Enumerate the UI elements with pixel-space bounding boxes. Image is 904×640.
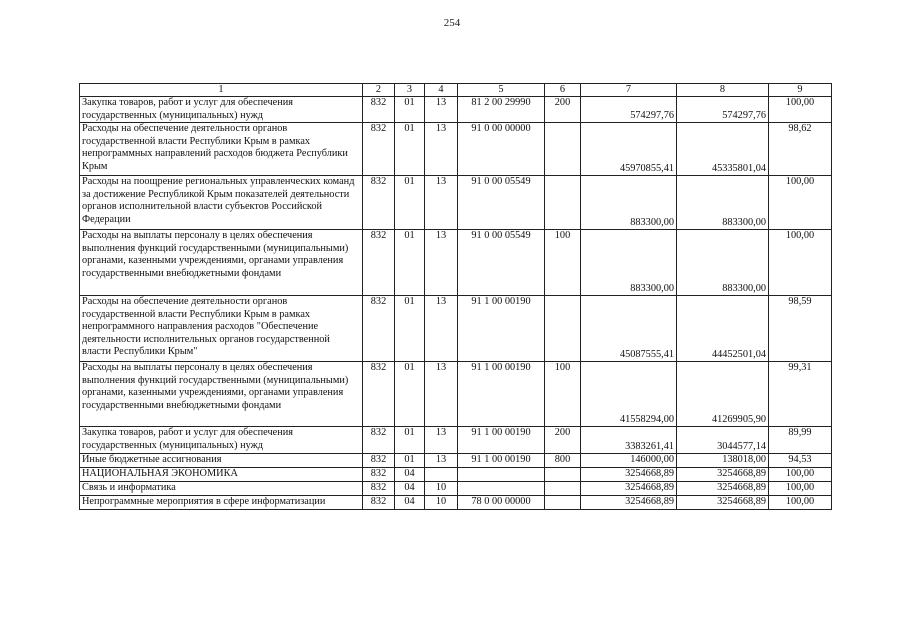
header-cell-1: 1 xyxy=(80,84,363,97)
subsection-code: 13 xyxy=(425,454,458,468)
section-code: 04 xyxy=(395,495,425,509)
expense-type xyxy=(545,495,581,509)
ministry-code: 832 xyxy=(363,467,395,481)
planned-amount: 146000,00 xyxy=(581,454,677,468)
execution-percent: 100,00 xyxy=(769,97,832,123)
header-cell-6: 6 xyxy=(545,84,581,97)
table-row xyxy=(80,97,832,123)
table-row xyxy=(80,296,832,362)
planned-amount: 3254668,89 xyxy=(581,467,677,481)
execution-percent: 100,00 xyxy=(769,495,832,509)
execution-percent: 100,00 xyxy=(769,467,832,481)
section-code: 01 xyxy=(395,230,425,296)
subsection-code: 13 xyxy=(425,230,458,296)
expense-name: Иные бюджетные ассигнования xyxy=(80,454,363,468)
execution-percent: 98,62 xyxy=(769,123,832,176)
subsection-code: 13 xyxy=(425,427,458,454)
header-cell-4: 4 xyxy=(425,84,458,97)
table-row xyxy=(80,427,832,454)
table-row xyxy=(80,176,832,230)
table-row xyxy=(80,362,832,427)
expense-name: Расходы на обеспечение деятельности органов государственной власти Республики Крым в рамках непрограммных направлений расходов бюджета Республики Крым xyxy=(80,123,363,176)
section-code: 01 xyxy=(395,362,425,427)
expense-name: НАЦИОНАЛЬНАЯ ЭКОНОМИКА xyxy=(80,467,363,481)
section-code: 01 xyxy=(395,97,425,123)
planned-amount: 3383261,41 xyxy=(581,427,677,454)
target-article xyxy=(458,467,545,481)
expense-type xyxy=(545,123,581,176)
execution-percent: 99,31 xyxy=(769,362,832,427)
ministry-code: 832 xyxy=(363,97,395,123)
ministry-code: 832 xyxy=(363,123,395,176)
subsection-code: 13 xyxy=(425,176,458,230)
executed-amount: 3254668,89 xyxy=(677,467,769,481)
expense-name: Закупка товаров, работ и услуг для обеспечения государственных (муниципальных) нужд xyxy=(80,97,363,123)
target-article: 91 1 00 00190 xyxy=(458,427,545,454)
execution-percent: 100,00 xyxy=(769,176,832,230)
executed-amount: 41269905,90 xyxy=(677,362,769,427)
table-row xyxy=(80,123,832,176)
executed-amount: 3254668,89 xyxy=(677,495,769,509)
table-row xyxy=(80,495,832,509)
section-code: 04 xyxy=(395,481,425,495)
subsection-code: 10 xyxy=(425,495,458,509)
target-article: 81 2 00 29990 xyxy=(458,97,545,123)
target-article: 91 1 00 00190 xyxy=(458,296,545,362)
executed-amount: 44452501,04 xyxy=(677,296,769,362)
executed-amount: 3044577,14 xyxy=(677,427,769,454)
execution-percent: 98,59 xyxy=(769,296,832,362)
subsection-code: 13 xyxy=(425,362,458,427)
section-code: 01 xyxy=(395,123,425,176)
subsection-code: 13 xyxy=(425,123,458,176)
expense-name: Расходы на поощрение региональных управленческих команд за достижение Республикой Крым показателей деятельности органов исполнительной власти субъектов Российской Федерации xyxy=(80,176,363,230)
planned-amount: 45970855,41 xyxy=(581,123,677,176)
expense-type xyxy=(545,296,581,362)
ministry-code: 832 xyxy=(363,454,395,468)
target-article: 91 1 00 00190 xyxy=(458,362,545,427)
ministry-code: 832 xyxy=(363,176,395,230)
section-code: 01 xyxy=(395,176,425,230)
executed-amount: 574297,76 xyxy=(677,97,769,123)
expense-name: Расходы на обеспечение деятельности органов государственной власти Республики Крым в рамках непрограммного направления расходов "Обеспечение деятельности исполнительных органов государственной власти Республики Крым" xyxy=(80,296,363,362)
planned-amount: 45087555,41 xyxy=(581,296,677,362)
table-header-row xyxy=(80,84,832,97)
section-code: 01 xyxy=(395,427,425,454)
header-cell-7: 7 xyxy=(581,84,677,97)
section-code: 04 xyxy=(395,467,425,481)
executed-amount: 45335801,04 xyxy=(677,123,769,176)
budget-table xyxy=(79,83,832,510)
target-article: 78 0 00 00000 xyxy=(458,495,545,509)
expense-type xyxy=(545,176,581,230)
ministry-code: 832 xyxy=(363,481,395,495)
section-code: 01 xyxy=(395,454,425,468)
expense-type: 100 xyxy=(545,230,581,296)
execution-percent: 89,99 xyxy=(769,427,832,454)
header-cell-5: 5 xyxy=(458,84,545,97)
subsection-code: 10 xyxy=(425,481,458,495)
target-article xyxy=(458,481,545,495)
table-row xyxy=(80,481,832,495)
ministry-code: 832 xyxy=(363,427,395,454)
header-cell-9: 9 xyxy=(769,84,832,97)
planned-amount: 3254668,89 xyxy=(581,495,677,509)
expense-name: Закупка товаров, работ и услуг для обеспечения государственных (муниципальных) нужд xyxy=(80,427,363,454)
table-row xyxy=(80,467,832,481)
executed-amount: 138018,00 xyxy=(677,454,769,468)
target-article: 91 0 00 00000 xyxy=(458,123,545,176)
planned-amount: 41558294,00 xyxy=(581,362,677,427)
expense-name: Расходы на выплаты персоналу в целях обеспечения выполнения функций государственными (муниципальными) органами, казенными учреждениями, органами управления государственными внебюджетными фондами xyxy=(80,362,363,427)
expense-name: Связь и информатика xyxy=(80,481,363,495)
expense-type: 200 xyxy=(545,97,581,123)
expense-type: 800 xyxy=(545,454,581,468)
header-cell-8: 8 xyxy=(677,84,769,97)
table-row xyxy=(80,454,832,468)
execution-percent: 100,00 xyxy=(769,230,832,296)
header-cell-3: 3 xyxy=(395,84,425,97)
planned-amount: 574297,76 xyxy=(581,97,677,123)
executed-amount: 883300,00 xyxy=(677,230,769,296)
subsection-code: 13 xyxy=(425,97,458,123)
ministry-code: 832 xyxy=(363,230,395,296)
expense-type: 100 xyxy=(545,362,581,427)
expense-name: Расходы на выплаты персоналу в целях обеспечения выполнения функций государственными (муниципальными) органами, казенными учреждениями, органами управления государственными внебюджетными фондами xyxy=(80,230,363,296)
planned-amount: 3254668,89 xyxy=(581,481,677,495)
expense-type xyxy=(545,467,581,481)
executed-amount: 3254668,89 xyxy=(677,481,769,495)
planned-amount: 883300,00 xyxy=(581,176,677,230)
execution-percent: 94,53 xyxy=(769,454,832,468)
expense-type xyxy=(545,481,581,495)
ministry-code: 832 xyxy=(363,296,395,362)
ministry-code: 832 xyxy=(363,495,395,509)
target-article: 91 0 00 05549 xyxy=(458,230,545,296)
subsection-code xyxy=(425,467,458,481)
table-row xyxy=(80,230,832,296)
planned-amount: 883300,00 xyxy=(581,230,677,296)
section-code: 01 xyxy=(395,296,425,362)
subsection-code: 13 xyxy=(425,296,458,362)
header-cell-2: 2 xyxy=(363,84,395,97)
page-number: 254 xyxy=(443,17,461,29)
ministry-code: 832 xyxy=(363,362,395,427)
expense-name: Непрограммные мероприятия в сфере информатизации xyxy=(80,495,363,509)
execution-percent: 100,00 xyxy=(769,481,832,495)
executed-amount: 883300,00 xyxy=(677,176,769,230)
target-article: 91 1 00 00190 xyxy=(458,454,545,468)
target-article: 91 0 00 05549 xyxy=(458,176,545,230)
expense-type: 200 xyxy=(545,427,581,454)
